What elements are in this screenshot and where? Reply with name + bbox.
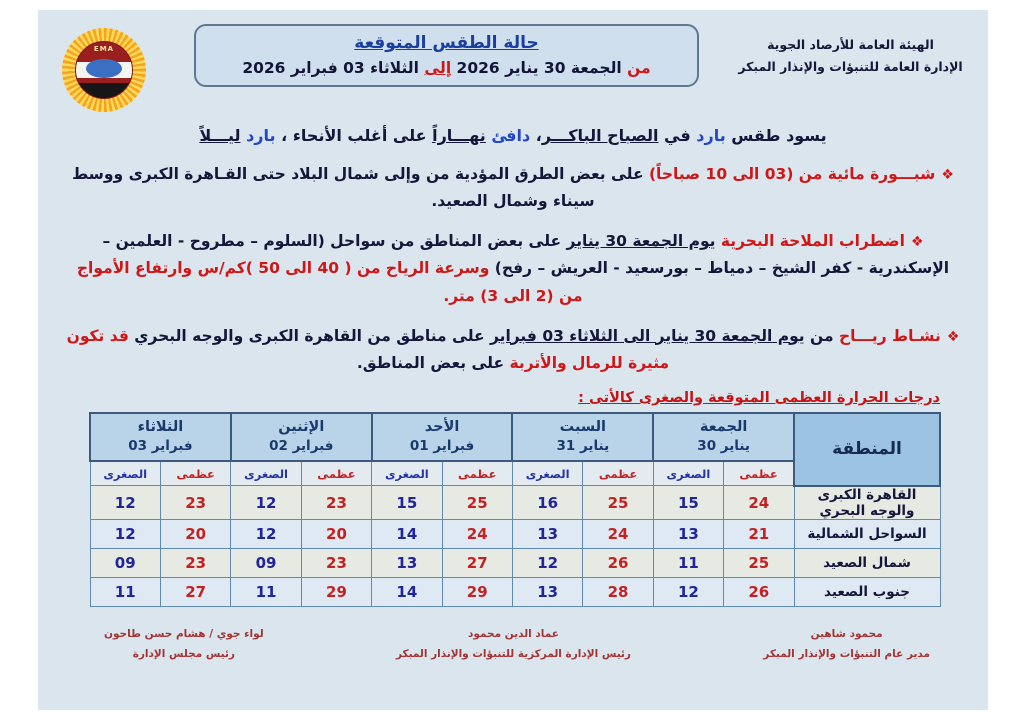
max-label: عظمى	[301, 461, 371, 486]
temp-min-cell: 11	[90, 577, 160, 606]
max-label: عظمى	[442, 461, 512, 486]
temp-min-cell: 12	[90, 486, 160, 520]
temp-max-cell: 27	[442, 548, 512, 577]
temp-min-cell: 11	[231, 577, 301, 606]
bullet-wind: ❖نشـاط ريـــاح من يوم الجمعة 30 يناير الى الثلاثاء 03 فبراير على مناطق من القاهرة الكبرى والوجه البحري قد تكون مثيرة للرمال والأتربة على بعض المناطق.	[66, 326, 960, 372]
cloud-icon	[86, 59, 122, 78]
bullet-fog: ❖شبـــورة مائية من (03 الى 10 صباحاً) على بعض الطرق المؤدية من وإلى شمال البلاد حتى القـاهرة الكبرى ووسط سيناء وشمال الصعيد.	[72, 165, 954, 211]
temp-min-cell: 09	[90, 548, 160, 577]
table-row	[90, 486, 940, 520]
title-box	[194, 24, 699, 87]
temp-max-cell: 25	[583, 486, 653, 520]
temp-max-cell: 23	[301, 548, 371, 577]
day-date: 01 فبراير	[409, 438, 475, 455]
temp-max-cell: 24	[442, 519, 512, 548]
authority-line1: الهيئة العامة للأرصاد الجوية	[767, 37, 934, 52]
temp-min-cell: 12	[512, 548, 582, 577]
day-name: السبت	[559, 419, 607, 436]
day-date: 02 فبراير	[269, 438, 334, 455]
temp-min-cell: 14	[372, 519, 442, 548]
temp-max-cell: 24	[583, 519, 653, 548]
temp-min-cell: 14	[372, 577, 442, 606]
temp-max-cell: 24	[724, 486, 794, 520]
temp-max-cell: 21	[724, 519, 794, 548]
temp-min-cell: 13	[512, 519, 582, 548]
weather-bulletin-page	[38, 10, 988, 710]
signature-left: لواء جوي / هشام حسن طاحون رئيس مجلس الإدارة	[104, 627, 264, 660]
temp-min-cell: 16	[512, 486, 582, 520]
temp-min-cell: 13	[653, 519, 723, 548]
authority-line2: الإدارة العامة للتنبؤات والإنذار المبكر	[738, 58, 963, 74]
day-name: الجمعة	[699, 419, 748, 436]
region-name: جنوب الصعيد	[794, 577, 940, 606]
date-range: من الجمعة 30 يناير 2026 إلى الثلاثاء 03 فبراير 2026	[242, 59, 651, 77]
temp-max-cell: 23	[160, 548, 230, 577]
table-row	[90, 519, 940, 548]
day-header	[512, 413, 653, 461]
signature-center: عماد الدين محمود رئيس الإدارة المركزية للتنبؤات والإنذار المبكر	[395, 627, 631, 660]
region-name: القاهرة الكبرى والوجه البحري	[794, 486, 940, 520]
temp-max-cell: 29	[442, 577, 512, 606]
temp-min-cell: 15	[372, 486, 442, 520]
temp-min-cell: 12	[231, 519, 301, 548]
day-date: 31 يناير	[556, 438, 610, 455]
header	[58, 16, 968, 112]
temp-max-cell: 27	[160, 577, 230, 606]
temp-max-cell: 29	[301, 577, 371, 606]
temp-max-cell: 25	[724, 548, 794, 577]
temp-min-cell: 12	[90, 519, 160, 548]
day-date: 30 يناير	[697, 438, 750, 455]
ema-emblem-icon: EMA	[75, 41, 133, 99]
table-row	[90, 577, 940, 606]
authority-name	[733, 34, 968, 78]
bullet-diamond-icon: ❖	[946, 328, 960, 345]
temp-min-cell: 11	[653, 548, 723, 577]
day-header	[653, 413, 794, 461]
temp-min-cell: 13	[372, 548, 442, 577]
day-header	[372, 413, 513, 461]
table-title: درجات الحرارة العظمى المتوقعة والصغرى كالأتى :	[578, 389, 940, 406]
day-name: الإثنين	[278, 419, 325, 436]
bullet-marine: ❖اضطراب الملاحة البحرية يوم الجمعة 30 يناير على بعض المناطق من سواحل (السلوم – مطروح - العلمين – الإسكندرية - كفر الشيخ – دمياط – بورسعيد - العريش – رفح) وسرعة الرياح من ( 40 الى 50 )كم/س وارتفاع الأمواج من (2 الى 3) متر.	[76, 232, 950, 305]
temp-max-cell: 26	[724, 577, 794, 606]
temperature-table	[89, 412, 941, 607]
intro-line: يسود طقس بارد في الصباح الباكـــر، دافئ نهـــاراً على أغلب الأنحاء ، بارد ليـــلاً	[199, 126, 827, 145]
bullet-diamond-icon: ❖	[910, 234, 924, 251]
day-name: الأحد	[424, 419, 460, 436]
day-name: الثلاثاء	[137, 419, 184, 436]
temp-min-cell: 12	[231, 486, 301, 520]
day-date: 03 فبراير	[128, 438, 193, 455]
max-label: عظمى	[724, 461, 794, 486]
region-name: السواحل الشمالية	[794, 519, 940, 548]
bullet-diamond-icon: ❖	[941, 167, 954, 183]
temp-min-cell: 12	[653, 577, 723, 606]
min-label: الصغرى	[653, 461, 723, 486]
temp-max-cell: 20	[160, 519, 230, 548]
min-label: الصغرى	[512, 461, 582, 486]
temp-min-cell: 09	[231, 548, 301, 577]
min-label: الصغرى	[90, 461, 160, 486]
temp-min-cell: 13	[512, 577, 582, 606]
region-column-header: المنطقة	[794, 413, 940, 486]
page-title: حالة الطقس المتوقعة	[354, 33, 539, 53]
region-name: شمال الصعيد	[794, 548, 940, 577]
min-label: الصغرى	[372, 461, 442, 486]
ema-sun-logo-icon	[62, 28, 146, 112]
forecast-bullets	[58, 161, 968, 377]
temp-max-cell: 23	[160, 486, 230, 520]
signatures	[58, 625, 968, 665]
max-label: عظمى	[583, 461, 653, 486]
temp-max-cell: 26	[583, 548, 653, 577]
temp-max-cell: 23	[301, 486, 371, 520]
max-label: عظمى	[160, 461, 230, 486]
day-header	[231, 413, 372, 461]
temp-min-cell: 15	[653, 486, 723, 520]
table-row	[90, 548, 940, 577]
temp-max-cell: 20	[301, 519, 371, 548]
signature-right: محمود شاهين مدير عام التنبؤات والإنذار المبكر	[763, 627, 930, 660]
temp-max-cell: 25	[442, 486, 512, 520]
min-label: الصغرى	[231, 461, 301, 486]
day-header	[90, 413, 231, 461]
temp-max-cell: 28	[583, 577, 653, 606]
